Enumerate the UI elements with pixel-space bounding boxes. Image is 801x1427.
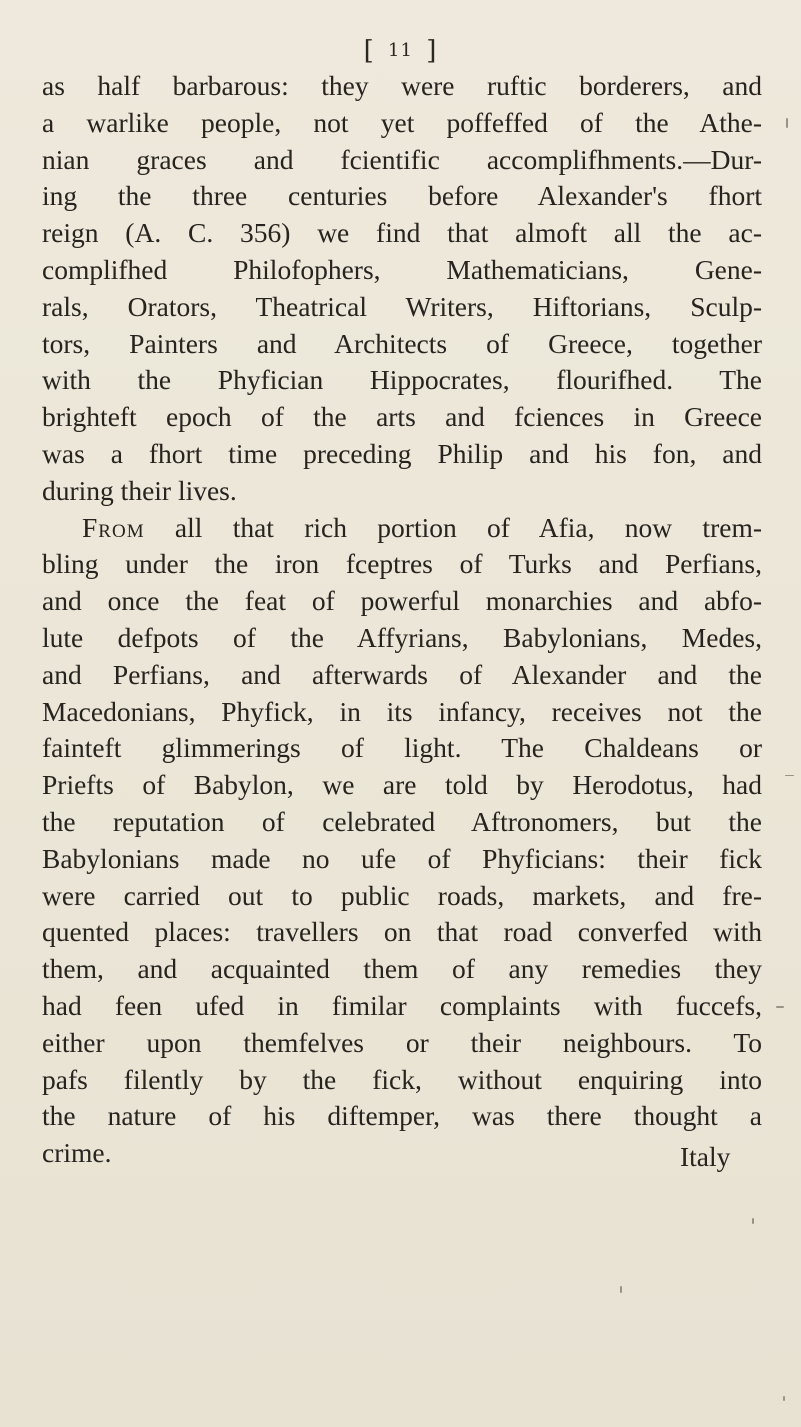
text-line: the reputation of celebrated Aftronomers, but the (42, 805, 762, 837)
text-line: Priefts of Babylon, we are told by Herodotus, had (42, 769, 762, 801)
text-line: either upon themfelves or their neighbours. To (42, 1026, 762, 1058)
text-line: a warlike people, not yet poffeffed of the Athe- (42, 106, 762, 138)
text-line: lute defpots of the Affyrians, Babylonians, Medes, (42, 621, 762, 653)
text-line: and once the feat of powerful monarchies and abfo- (42, 585, 762, 617)
page-header (0, 36, 801, 66)
text-line: Macedonians, Phyfick, in its infancy, receives not the (42, 695, 762, 727)
header-close-bracket: ] (426, 36, 438, 66)
text-line: Babylonians made no ufe of Phyficians: their fick (42, 842, 762, 874)
text-line: crime. (42, 1137, 112, 1169)
text-line: nian graces and fcientific accomplifhments.—Dur- (42, 143, 762, 175)
body-text (42, 68, 762, 1172)
text-line: them, and acquainted them of any remedies they (42, 953, 762, 985)
text-line: ing the three centuries before Alexander's fhort (42, 180, 762, 212)
text-line: bling under the iron fceptres of Turks and Perfians, (42, 548, 762, 580)
paper-speck (785, 775, 794, 776)
text-line: tors, Painters and Architects of Greece, together (42, 327, 762, 359)
text-line: complifhed Philofophers, Mathematicians, Gene- (42, 253, 762, 285)
text-line: and Perfians, and afterwards of Alexander and the (42, 658, 762, 690)
paragraph-opening-line (42, 510, 762, 547)
header-open-bracket: [ (363, 36, 375, 66)
text-line: reign (A. C. 356) we find that almoft all the ac- (42, 217, 762, 249)
paragraph-first-line-rest: all that rich portion of Afia, now trem- (144, 511, 762, 543)
text-line: had feen ufed in fimilar complaints with fuccefs, (42, 989, 762, 1021)
text-line: were carried out to public roads, markets, and fre- (42, 879, 762, 911)
text-line: the nature of his diftemper, was there thought a (42, 1100, 762, 1132)
paper-speck (776, 1006, 784, 1008)
text-line: fainteft glimmerings of light. The Chaldeans or (42, 732, 762, 764)
text-line: pafs filently by the fick, without enquiring into (42, 1063, 762, 1095)
text-line: during their lives. (42, 474, 237, 506)
text-line: was a fhort time preceding Philip and his fon, and (42, 437, 762, 469)
paper-speck (783, 1396, 785, 1401)
page-number: 11 (388, 40, 413, 61)
text-line: as half barbarous: they were ruftic borderers, and (42, 70, 762, 101)
paper-speck (752, 1218, 754, 1224)
text-line: with the Phyfician Hippocrates, flourifhed. The (42, 364, 762, 396)
text-line: quented places: travellers on that road converfed with (42, 916, 762, 948)
text-line: brighteft epoch of the arts and fciences in Greece (42, 401, 762, 433)
paper-speck (620, 1286, 622, 1293)
text-line: rals, Orators, Theatrical Writers, Hiftorians, Sculp- (42, 290, 762, 322)
paper-speck (786, 118, 788, 128)
catchword: Italy (680, 1141, 731, 1172)
paragraph-first-word: From (82, 511, 145, 543)
